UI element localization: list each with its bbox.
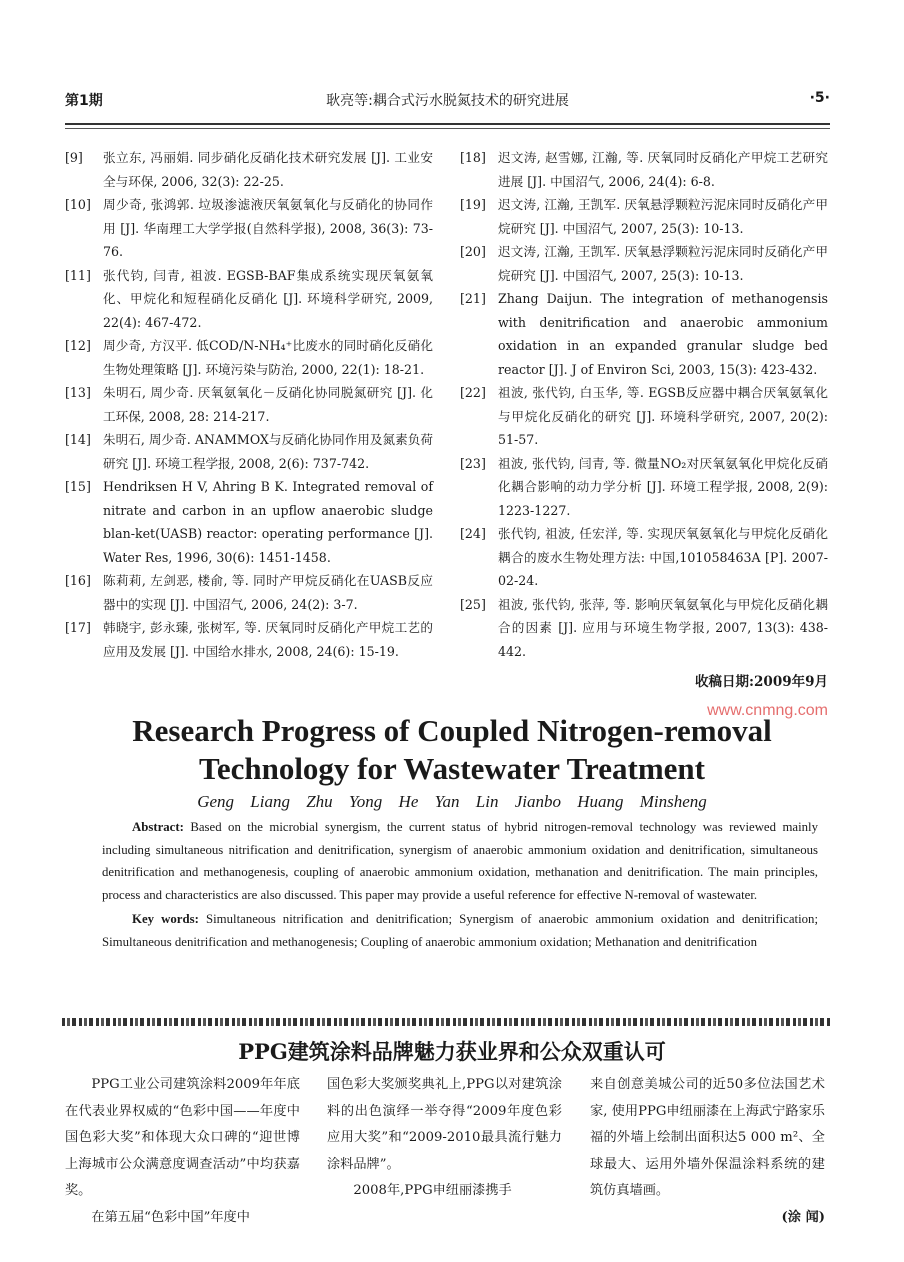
reference-text: 迟文涛, 赵雪娜, 江瀚, 等. 厌氧同时反硝化产甲烷工艺研究进展 [J]. 中国沼气, 2006, 24(4): 6-8. (498, 150, 828, 189)
running-title: 耿亮等:耦合式污水脱氮技术的研究进展 (326, 93, 569, 109)
reference-number: [20] (460, 244, 486, 259)
reference-number: [23] (460, 455, 486, 471)
reference-item (65, 334, 433, 381)
reference-item (65, 146, 433, 193)
reference-item (460, 381, 828, 452)
abstract-label: Abstract: (132, 820, 184, 834)
news-signature: (涂 闻) (781, 1209, 825, 1225)
news-paragraph: 在第五届“色彩中国”年度中 (91, 1209, 250, 1225)
news-paragraph: 来自创意美城公司的近50多位法国艺术家, 使用PPG申纽丽漆在上海武宁路家乐福的外墙上绘制出面积达5 000 m²、全球最大、运用外墙外保温涂料系统的建筑仿真墙画。 (590, 1077, 825, 1199)
reference-number: [17] (65, 620, 91, 635)
reference-item (65, 428, 433, 475)
received-date: 收稿日期:2009年9月 (695, 674, 828, 690)
reference-text: 陈莉莉, 左剑恶, 楼俞, 等. 同时产甲烷反硝化在UASB反应器中的实现 [J]. 中国沼气, 2006, 24(2): 3-7. (103, 573, 433, 612)
reference-number: [16] (65, 573, 91, 588)
english-article-block (0, 712, 904, 953)
reference-text: 迟文涛, 江瀚, 王凯军. 厌氧悬浮颗粒污泥床同时反硝化产甲烷研究 [J]. 中国沼气, 2007, 25(3): 10-13. (498, 197, 828, 236)
reference-text: 祖波, 张代钧, 闫青, 等. 微量NO₂对厌氧氨氧化甲烷化反硝化耦合影响的动力学分析 [J]. 环境工程学报, 2008, 2(9): 1223-1227. (498, 455, 828, 518)
reference-text: 周少奇, 方汉平. 低COD/N-NH₄⁺比废水的同时硝化反硝化生物处理策略 [J]. 环境污染与防治, 2000, 22(1): 18-21. (103, 338, 433, 377)
reference-text: 朱明石, 周少奇. ANAMMOX与反硝化协同作用及氮素负荷研究 [J]. 环境工程学报, 2008, 2(6): 737-742. (103, 432, 433, 471)
reference-number: [22] (460, 385, 486, 400)
news-paragraph: 2008年,PPG申纽丽漆携手 (353, 1183, 512, 1199)
reference-number: [25] (460, 596, 486, 612)
reference-item (460, 146, 828, 193)
reference-text: 祖波, 张代钧, 张萍, 等. 影响厌氧氨氧化与甲烷化反硝化耦合的因素 [J]. 应用与环境生物学报, 2007, 13(3): 438-442. (498, 596, 828, 659)
reference-text: 韩晓宇, 彭永臻, 张树军, 等. 厌氧同时反硝化产甲烷工艺的应用及发展 [J]. 中国给水排水, 2008, 24(6): 15-19. (103, 620, 433, 659)
news-column-3 (590, 1072, 825, 1232)
reference-item (65, 569, 433, 616)
keywords-label: Key words: (132, 912, 199, 926)
reference-item (460, 593, 828, 664)
reference-item (460, 522, 828, 593)
reference-item (65, 475, 433, 569)
reference-number: [19] (460, 197, 486, 212)
reference-text: 迟文涛, 江瀚, 王凯军. 厌氧悬浮颗粒污泥床同时反硝化产甲烷研究 [J]. 中国沼气, 2007, 25(3): 10-13. (498, 244, 828, 283)
reference-text: Zhang Daijun. The integration of methanogensis with denitrification and anaerobic ammonium oxidation in an expanded granular sludge bed reactor [J]. J of Environ Sci, 2003, 15(3): 423-432. (498, 291, 828, 377)
decorative-border (62, 1018, 832, 1026)
english-authors: Geng Liang Zhu Yong He Yan Lin Jianbo Huang Minsheng (197, 792, 707, 811)
reference-item (460, 452, 828, 523)
reference-text: 周少奇, 张鸿郭. 垃圾渗滤液厌氧氨氧化与反硝化的协同作用 [J]. 华南理工大学学报(自然科学报), 2008, 36(3): 73-76. (103, 197, 433, 259)
reference-item (460, 287, 828, 381)
reference-number: [13] (65, 385, 91, 400)
news-paragraph: PPG工业公司建筑涂料2009年年底在代表业界权威的“色彩中国——年度中国色彩大奖”和体现大众口碑的“迎世博上海城市公众满意度调查活动”中均获嘉奖。 (65, 1077, 300, 1199)
reference-text: 朱明石, 周少奇. 厌氧氨氧化－反硝化协同脱氮研究 [J]. 化工环保, 2008, 28: 214-217. (103, 385, 433, 424)
reference-item (65, 264, 433, 335)
news-column-1 (65, 1072, 300, 1232)
reference-number: [18] (460, 150, 486, 165)
reference-number: [14] (65, 432, 91, 447)
reference-number: [12] (65, 338, 91, 353)
reference-item (65, 616, 433, 663)
issue-label: 第1期 (65, 93, 103, 109)
news-title: PPG建筑涂料品牌魅力获业界和公众双重认可 (238, 1039, 666, 1064)
references-left-column (65, 146, 433, 663)
reference-item (65, 381, 433, 428)
reference-number: [24] (460, 526, 486, 541)
reference-number: [10] (65, 197, 91, 212)
english-title (0, 712, 904, 788)
reference-text: 张代钧, 祖波, 任宏洋, 等. 实现厌氧氨氧化与甲烷化反硝化耦合的废水生物处理方法: 中国,101058463A [P]. 2007-02-24. (498, 526, 828, 588)
header-rule (65, 123, 830, 129)
english-title-line1: Research Progress of Coupled Nitrogen-removal (132, 713, 772, 748)
reference-number: [21] (460, 291, 486, 306)
english-keywords (102, 908, 818, 953)
running-header (65, 90, 830, 112)
watermark: www.cnmng.com (707, 701, 828, 719)
keywords-text: Simultaneous nitrification and denitrification; Synergism of anaerobic ammonium oxidation and denitrification; Simultaneous denitrification and methanogenesis; Coupling of anaerobic ammonium oxidation; Methanation and denitrification (102, 912, 818, 949)
english-title-line2: Technology for Wastewater Treatment (198, 751, 705, 786)
page-number: ·5· (809, 90, 830, 106)
reference-item (460, 240, 828, 287)
reference-number: [11] (65, 267, 91, 283)
reference-text: 祖波, 张代钧, 白玉华, 等. EGSB反应器中耦合厌氧氨氧化与甲烷化反硝化的研究 [J]. 环境科学研究, 2007, 20(2): 51-57. (498, 385, 828, 447)
reference-text: Hendriksen H V, Ahring B K. Integrated removal of nitrate and carbon in an upflow anaerobic sludge blan-ket(UASB) reactor: operating performance [J]. Water Res, 1996, 30(6): 1451-1458. (103, 479, 433, 565)
abstract-text: Based on the microbial synergism, the current status of hybrid nitrogen-removal technology was reviewed mainly including simultaneous nitrification and denitrification, synergism of anaerobic ammonium oxidation and denitrification, simultaneous denitrification and methanogenesis, coupling of anaerobic ammonium oxidation, methanation and denitrification. The main principles, process and characteristics are also discussed. This paper may provide a useful reference for effective N-removal of wastewater. (102, 820, 818, 902)
reference-number: [15] (65, 479, 91, 494)
reference-item (65, 193, 433, 264)
news-paragraph: 国色彩大奖颁奖典礼上,PPG以对建筑涂料的出色演绎一举夺得“2009年度色彩应用大奖”和“2009-2010最具流行魅力涂料品牌”。 (327, 1077, 562, 1172)
reference-text: 张立东, 冯丽娟. 同步硝化反硝化技术研究发展 [J]. 工业安全与环保, 2006, 32(3): 22-25. (103, 150, 433, 189)
reference-item (460, 193, 828, 240)
english-abstract (102, 816, 818, 906)
reference-text: 张代钧, 闫青, 祖波. EGSB-BAF集成系统实现厌氧氨氧化、甲烷化和短程硝化反硝化 [J]. 环境科学研究, 2009, 22(4): 467-472. (103, 267, 433, 330)
reference-number: [9] (65, 150, 83, 165)
news-column-2 (327, 1072, 562, 1205)
references-right-column (460, 146, 828, 721)
